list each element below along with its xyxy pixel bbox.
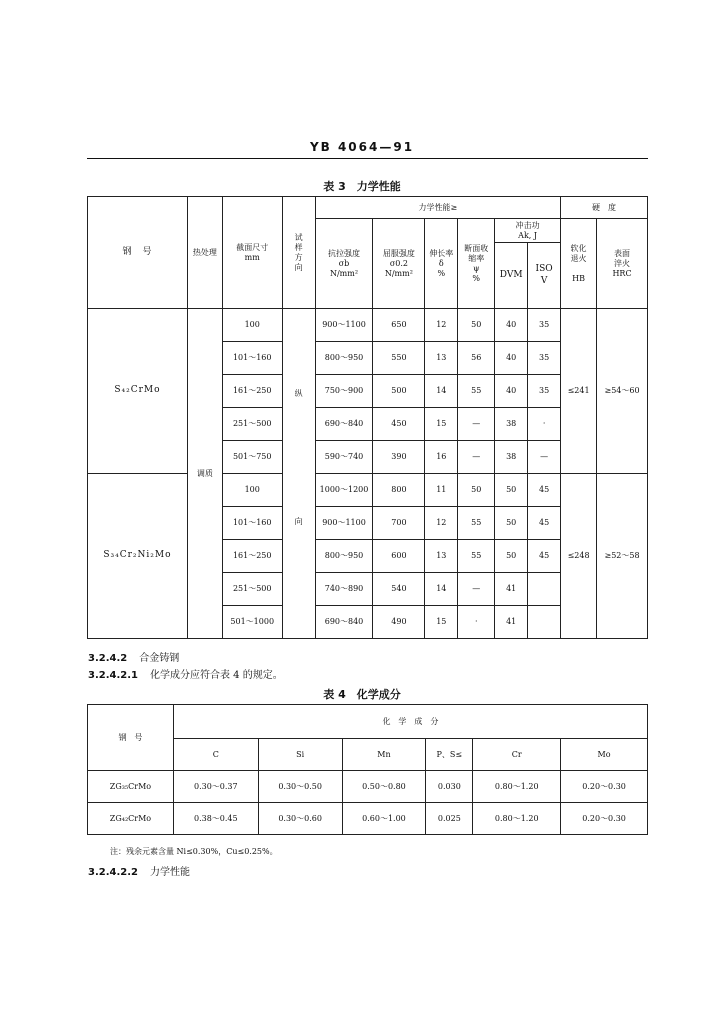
tensile-cell: 900～1100 [315, 507, 373, 540]
size-cell: 100 [222, 309, 282, 342]
col-anneal-header: 软化 退火 HB [561, 219, 597, 309]
elongation-cell: 14 [425, 573, 458, 606]
iso-cell: 35 [528, 375, 561, 408]
tensile-cell: 590～740 [315, 441, 373, 474]
col-elongation-header: 伸长率 δ % [425, 219, 458, 309]
dvm-cell: 41 [495, 606, 528, 639]
iso-cell [528, 573, 561, 606]
grade-cell: S₃₄Cr₂Ni₂Mo [88, 474, 188, 639]
col-ps-header: P、S≤ [426, 739, 473, 771]
dvm-cell: 50 [495, 507, 528, 540]
anneal-hb-cell: ≤248 [561, 474, 597, 639]
size-cell: 161～250 [222, 375, 282, 408]
surface-hrc-cell: ≥54～60 [597, 309, 648, 474]
elongation-cell: 13 [425, 540, 458, 573]
iso-cell: 35 [528, 309, 561, 342]
value-cell: 0.20～0.30 [561, 803, 648, 835]
dvm-cell: 40 [495, 309, 528, 342]
iso-cell: · [528, 408, 561, 441]
reduction-cell: 50 [458, 474, 495, 507]
reduction-cell: 56 [458, 342, 495, 375]
dvm-cell: 38 [495, 408, 528, 441]
direction-cell: 纵 向 [282, 309, 315, 639]
col-tensile-header: 抗拉强度 σb N/mm² [315, 219, 373, 309]
value-cell: 0.38～0.45 [173, 803, 258, 835]
col-yield-header: 屈服强度 σ0.2 N/mm² [373, 219, 425, 309]
iso-cell: 45 [528, 540, 561, 573]
reduction-cell: 55 [458, 375, 495, 408]
elongation-cell: 12 [425, 309, 458, 342]
grade-cell: S₄₂CrMo [88, 309, 188, 474]
anneal-hb-cell: ≤241 [561, 309, 597, 474]
value-cell: 0.80～1.20 [473, 803, 561, 835]
value-cell: 0.30～0.50 [258, 771, 342, 803]
size-cell: 251～500 [222, 573, 282, 606]
heat-treatment-cell: 调质 [187, 309, 222, 639]
size-cell: 251～500 [222, 408, 282, 441]
yield-cell: 550 [373, 342, 425, 375]
value-cell: 0.50～0.80 [342, 771, 426, 803]
reduction-cell: · [458, 606, 495, 639]
tensile-cell: 800～950 [315, 342, 373, 375]
col-iso-header: ISO V [528, 243, 561, 309]
table-row [88, 803, 648, 835]
surface-hrc-cell: ≥52～58 [597, 474, 648, 639]
iso-cell: 35 [528, 342, 561, 375]
dvm-cell: 50 [495, 474, 528, 507]
value-cell: 0.030 [426, 771, 473, 803]
elongation-cell: 15 [425, 408, 458, 441]
group-mechanical-header: 力学性能≥ [315, 197, 561, 219]
yield-cell: 390 [373, 441, 425, 474]
yield-cell: 490 [373, 606, 425, 639]
yield-cell: 540 [373, 573, 425, 606]
tensile-cell: 1000～1200 [315, 474, 373, 507]
elongation-cell: 15 [425, 606, 458, 639]
col-mo-header: Mo [561, 739, 648, 771]
col-surface-header: 表面 淬火 HRC [597, 219, 648, 309]
dvm-cell: 40 [495, 342, 528, 375]
tensile-cell: 690～840 [315, 408, 373, 441]
page-header: YB 4064—91 [309, 140, 415, 154]
elongation-cell: 12 [425, 507, 458, 540]
size-cell: 501～750 [222, 441, 282, 474]
col-heat-header: 热处理 [187, 197, 222, 309]
size-cell: 101～160 [222, 507, 282, 540]
group-hardness-header: 硬 度 [561, 197, 648, 219]
chemical-composition-table [87, 704, 648, 835]
tensile-cell: 740～890 [315, 573, 373, 606]
tensile-cell: 690～840 [315, 606, 373, 639]
value-cell: 0.30～0.60 [258, 803, 342, 835]
size-cell: 101～160 [222, 342, 282, 375]
size-cell: 161～250 [222, 540, 282, 573]
table3-caption: 表 3 力学性能 [323, 180, 401, 193]
col-cr-header: Cr [473, 739, 561, 771]
col-size-header: 截面尺寸 mm [222, 197, 282, 309]
col-reduction-header: 断面收 缩率 ψ % [458, 219, 495, 309]
col-grade-header: 钢 号 [88, 705, 174, 771]
col-grade-header: 钢 号 [88, 197, 188, 309]
elongation-cell: 14 [425, 375, 458, 408]
col-c-header: C [173, 739, 258, 771]
reduction-cell: 50 [458, 309, 495, 342]
reduction-cell: — [458, 408, 495, 441]
col-dvm-header: DVM [495, 243, 528, 309]
yield-cell: 600 [373, 540, 425, 573]
iso-cell: 45 [528, 507, 561, 540]
value-cell: 0.30～0.37 [173, 771, 258, 803]
size-cell: 501～1000 [222, 606, 282, 639]
section-heading: 3.2.4.2 合金铸钢 [88, 653, 180, 664]
table4-caption: 表 4 化学成分 [323, 688, 401, 701]
table4-note: 注：残余元素含量 Ni≤0.30%，Cu≤0.25%。 [110, 847, 278, 856]
reduction-cell: — [458, 573, 495, 606]
table-row [88, 771, 648, 803]
yield-cell: 650 [373, 309, 425, 342]
dvm-cell: 41 [495, 573, 528, 606]
mechanical-properties-table [87, 196, 648, 639]
elongation-cell: 11 [425, 474, 458, 507]
col-si-header: Si [258, 739, 342, 771]
tensile-cell: 800～950 [315, 540, 373, 573]
elongation-cell: 16 [425, 441, 458, 474]
group-impact-header: 冲击功 Ak, J [495, 219, 561, 243]
reduction-cell: 55 [458, 540, 495, 573]
dvm-cell: 50 [495, 540, 528, 573]
value-cell: 0.20～0.30 [561, 771, 648, 803]
reduction-cell: — [458, 441, 495, 474]
section-heading: 3.2.4.2.1 化学成分应符合表 4 的规定。 [88, 670, 283, 681]
section-heading: 3.2.4.2.2 力学性能 [88, 867, 190, 878]
grade-cell: ZG₄₂CrMo [88, 803, 174, 835]
yield-cell: 700 [373, 507, 425, 540]
col-direction-header: 试 样 方 向 [282, 197, 315, 309]
value-cell: 0.60～1.00 [342, 803, 426, 835]
reduction-cell: 55 [458, 507, 495, 540]
yield-cell: 800 [373, 474, 425, 507]
table-row [88, 309, 648, 342]
tensile-cell: 900～1100 [315, 309, 373, 342]
dvm-cell: 40 [495, 375, 528, 408]
iso-cell: — [528, 441, 561, 474]
tensile-cell: 750～900 [315, 375, 373, 408]
value-cell: 0.025 [426, 803, 473, 835]
group-chemical-header: 化 学 成 分 [173, 705, 647, 739]
elongation-cell: 13 [425, 342, 458, 375]
table-row [88, 474, 648, 507]
yield-cell: 450 [373, 408, 425, 441]
iso-cell: 45 [528, 474, 561, 507]
col-mn-header: Mn [342, 739, 426, 771]
value-cell: 0.80～1.20 [473, 771, 561, 803]
yield-cell: 500 [373, 375, 425, 408]
header-rule [87, 158, 648, 159]
grade-cell: ZG₃₅CrMo [88, 771, 174, 803]
size-cell: 100 [222, 474, 282, 507]
iso-cell [528, 606, 561, 639]
dvm-cell: 38 [495, 441, 528, 474]
